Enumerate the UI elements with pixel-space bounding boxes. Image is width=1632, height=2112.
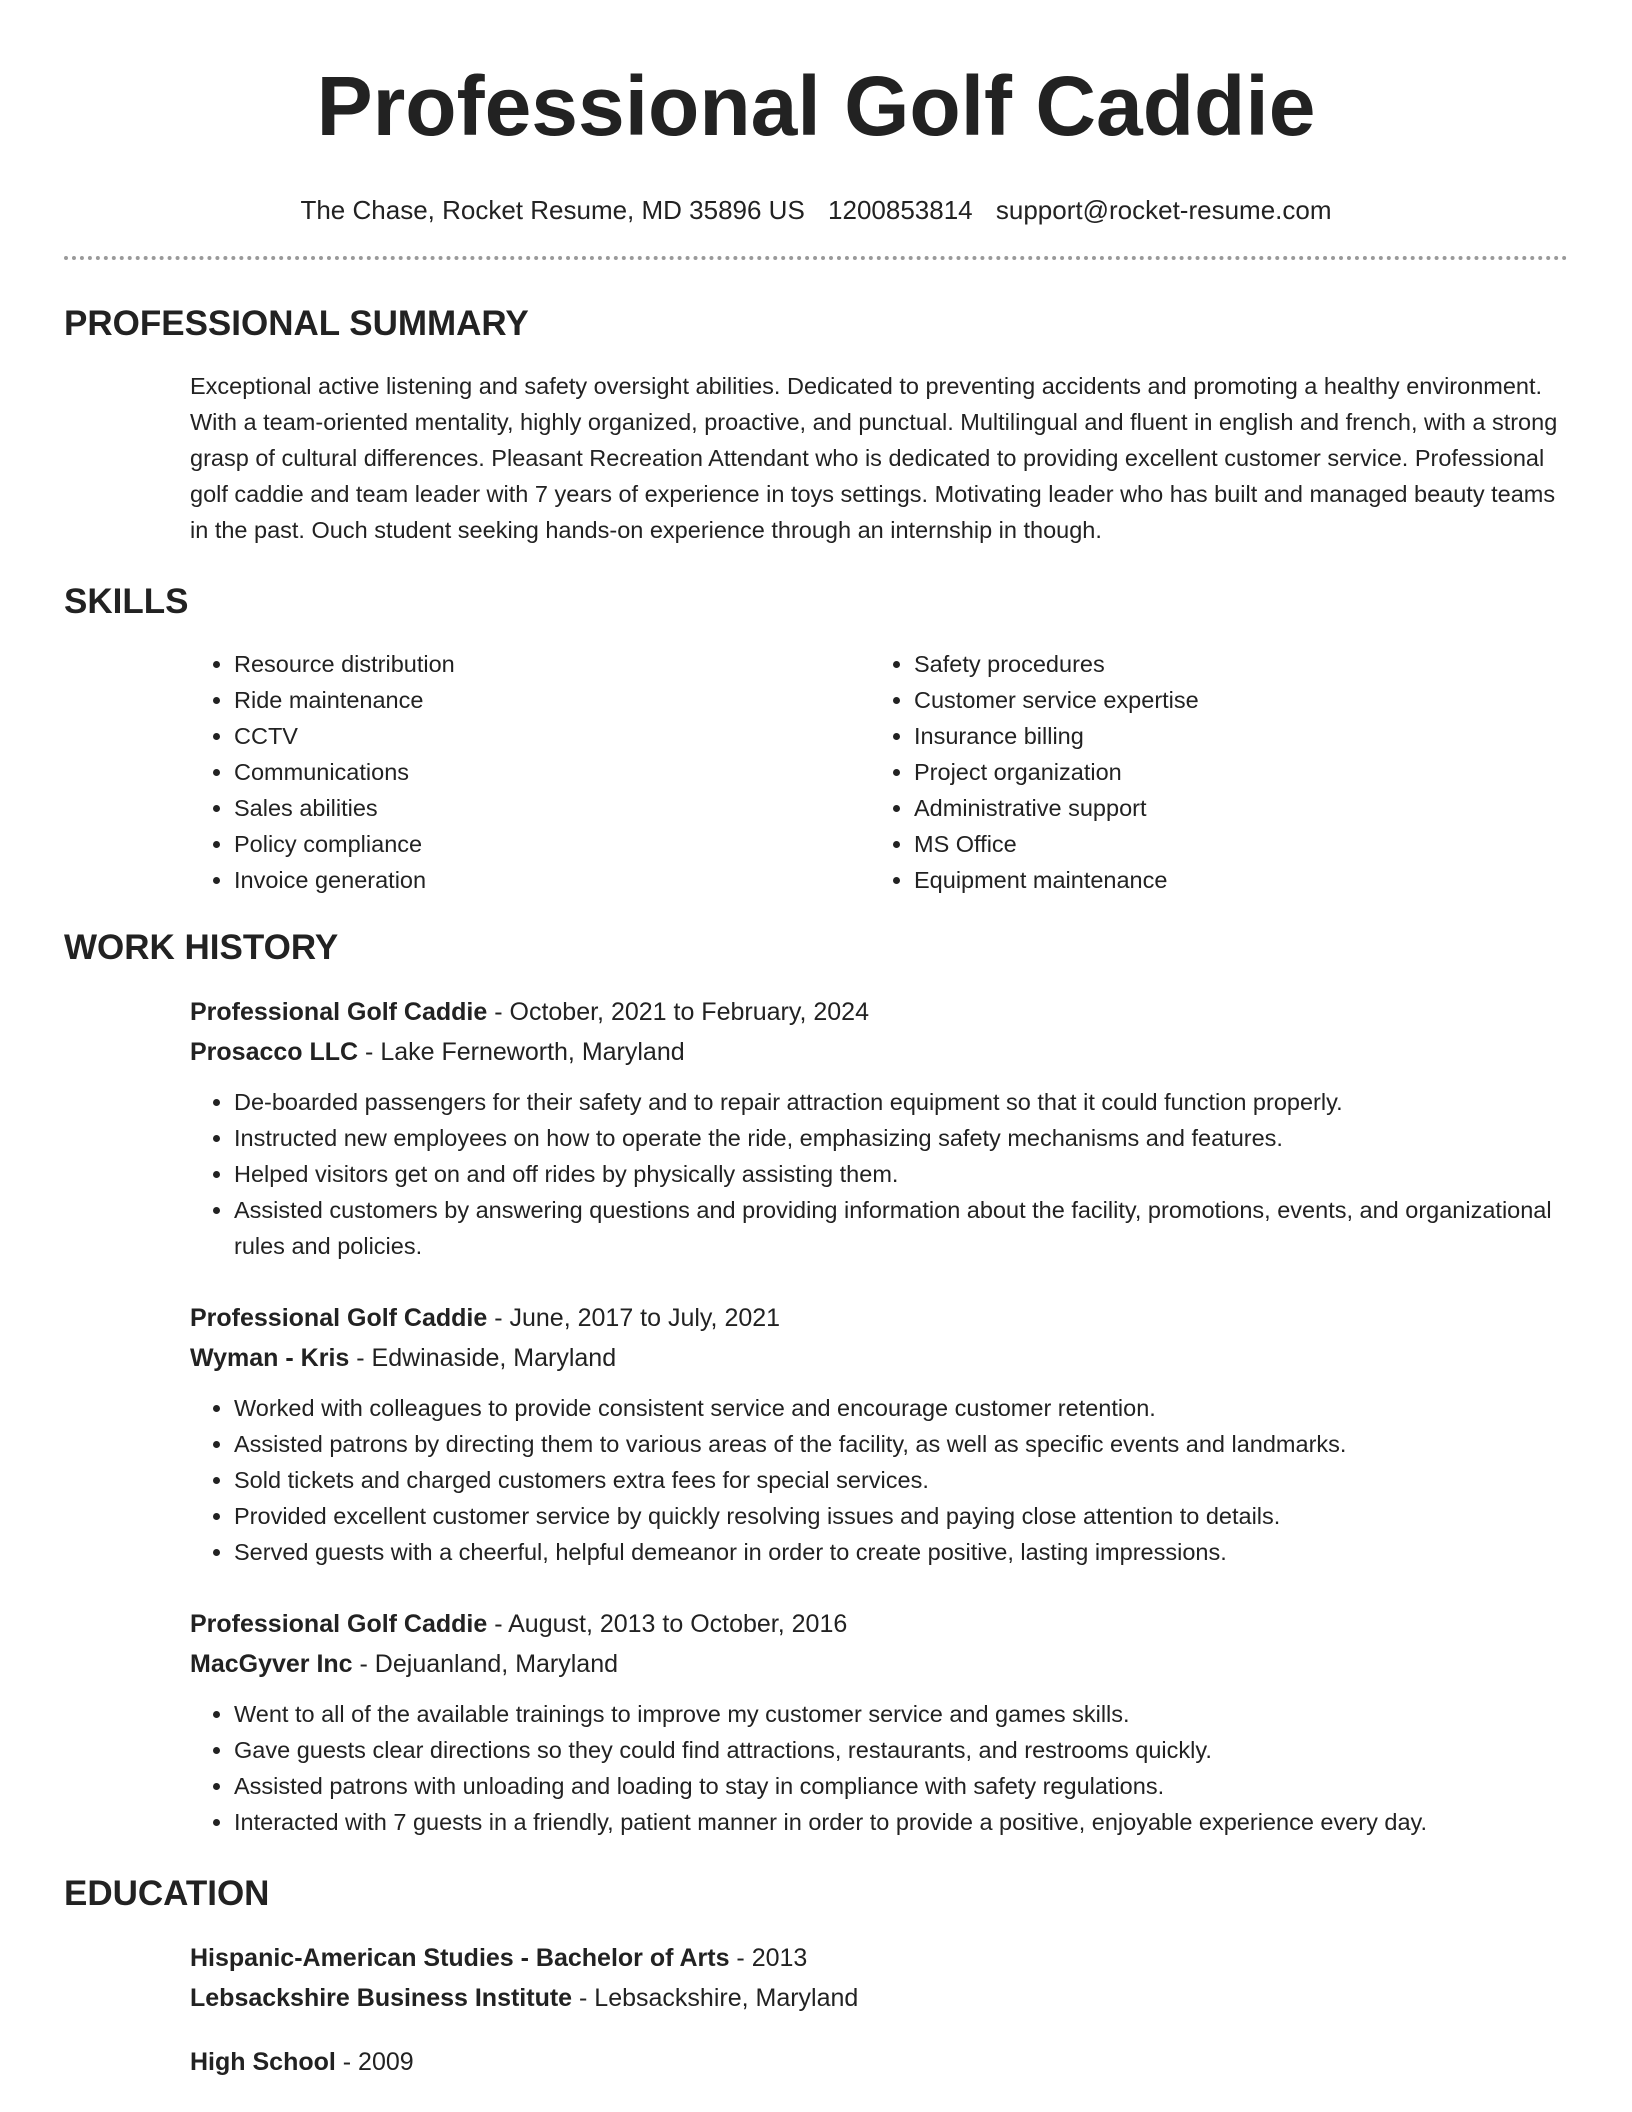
job-bullet: • Provided excellent customer service by quickly resolving issues and paying close attention to details.	[234, 1498, 1568, 1534]
skill-item: • Project organization	[914, 754, 1550, 790]
job-company: MacGyver Inc	[190, 1650, 353, 1678]
education-degree-line	[190, 1938, 1568, 1978]
skill-item: • Equipment maintenance	[914, 862, 1550, 898]
skills-section	[64, 646, 1568, 898]
job-bullet: • Helped visitors get on and off rides by physically assisting them.	[234, 1156, 1568, 1192]
skills-grid	[190, 646, 1568, 898]
job-location: - Dejuanland, Maryland	[352, 1650, 619, 1678]
job-dates: - June, 2017 to July, 2021	[487, 1304, 781, 1332]
job-bullet: • Assisted patrons with unloading and loading to stay in compliance with safety regulations.	[234, 1768, 1568, 1804]
summary-heading: PROFESSIONAL SUMMARY	[64, 304, 529, 343]
education-entry	[190, 2042, 1568, 2082]
job-company-line	[190, 1032, 1568, 1072]
education-degree: Hispanic-American Studies - Bachelor of Arts	[190, 1944, 730, 1972]
job-bullet: • Assisted customers by answering questions and providing information about the facility, promotions, events, and organizational rules and policies.	[234, 1192, 1568, 1264]
job-title-line	[190, 992, 1568, 1032]
education-degree: High School	[190, 2048, 336, 2076]
contact-phone: 1200853814	[828, 195, 973, 225]
skill-item: • Policy compliance	[234, 826, 870, 862]
header-divider	[64, 256, 1568, 260]
job-role: Professional Golf Caddie	[190, 1304, 488, 1332]
job-location: - Edwinaside, Maryland	[349, 1344, 617, 1372]
education-school-line	[190, 1978, 1568, 2018]
job-entry	[190, 992, 1568, 1264]
job-role: Professional Golf Caddie	[190, 1610, 488, 1638]
skill-item: • Sales abilities	[234, 790, 870, 826]
job-entry	[190, 1298, 1568, 1570]
summary-section	[64, 368, 1568, 548]
skill-item: • Insurance billing	[914, 718, 1550, 754]
skills-list-right	[870, 646, 1550, 898]
skill-item: • Customer service expertise	[914, 682, 1550, 718]
job-bullet: • Instructed new employees on how to operate the ride, emphasizing safety mechanisms and features.	[234, 1120, 1568, 1156]
work-history-section	[64, 992, 1568, 1840]
contact-line	[64, 194, 1568, 226]
job-role: Professional Golf Caddie	[190, 998, 488, 1026]
candidate-name: Professional Golf Caddie	[316, 59, 1316, 153]
job-bullet: • Assisted patrons by directing them to various areas of the facility, as well as specific events and landmarks.	[234, 1426, 1568, 1462]
job-bullet: • Served guests with a cheerful, helpful demeanor in order to create positive, lasting impressions.	[234, 1534, 1568, 1570]
job-company: Prosacco LLC	[190, 1038, 359, 1066]
job-entry	[190, 1604, 1568, 1840]
skill-item: • Safety procedures	[914, 646, 1550, 682]
job-dates: - October, 2021 to February, 2024	[487, 998, 869, 1026]
skill-item: • Resource distribution	[234, 646, 870, 682]
education-degree-line	[190, 2042, 1568, 2082]
education-entry	[190, 1938, 1568, 2018]
job-bullet: • Gave guests clear directions so they could find attractions, restaurants, and restrooms quickly.	[234, 1732, 1568, 1768]
job-location: - Lake Ferneworth, Maryland	[358, 1038, 685, 1066]
job-bullet: • Sold tickets and charged customers extra fees for special services.	[234, 1462, 1568, 1498]
education-section	[64, 1938, 1568, 2082]
skill-item: • Administrative support	[914, 790, 1550, 826]
summary-text: Exceptional active listening and safety oversight abilities. Dedicated to preventing accidents and promoting a healthy environment. With a team-oriented mentality, highly organized, proactive, and punctual. Multilingual and fluent in english and french, with a strong grasp of cultural differences. Pleasant Recreation Attendant who is dedicated to providing excellent customer service. Professional golf caddie and team leader with 7 years of experience in toys settings. Motivating leader who has built and managed beauty teams in the past. Ouch student seeking hands-on experience through an internship in though.	[190, 373, 1558, 543]
skill-item: • CCTV	[234, 718, 870, 754]
skills-list-left	[190, 646, 870, 898]
contact-email: support@rocket-resume.com	[995, 195, 1332, 225]
job-bullet: • Worked with colleagues to provide consistent service and encourage customer retention.	[234, 1390, 1568, 1426]
job-company-line	[190, 1338, 1568, 1378]
job-bullet: • De-boarded passengers for their safety and to repair attraction equipment so that it could function properly.	[234, 1084, 1568, 1120]
job-title-line	[190, 1298, 1568, 1338]
education-year: - 2013	[729, 1944, 808, 1972]
job-bullets	[190, 1390, 1568, 1570]
education-location: - Lebsackshire, Maryland	[572, 1984, 859, 2012]
skill-item: • MS Office	[914, 826, 1550, 862]
job-bullet: • Interacted with 7 guests in a friendly, patient manner in order to provide a positive, enjoyable experience every day.	[234, 1804, 1568, 1840]
education-school: Lebsackshire Business Institute	[190, 1984, 573, 2012]
job-company-line	[190, 1644, 1568, 1684]
education-heading: EDUCATION	[64, 1874, 270, 1913]
work-history-heading: WORK HISTORY	[64, 928, 339, 967]
contact-address: The Chase, Rocket Resume, MD 35896 US	[300, 195, 805, 225]
job-dates: - August, 2013 to October, 2016	[487, 1610, 848, 1638]
job-company: Wyman - Kris	[190, 1344, 350, 1372]
job-bullet: • Went to all of the available trainings to improve my customer service and games skills.	[234, 1696, 1568, 1732]
job-bullets	[190, 1696, 1568, 1840]
job-title-line	[190, 1604, 1568, 1644]
skill-item: • Invoice generation	[234, 862, 870, 898]
skills-heading: SKILLS	[64, 582, 189, 621]
job-bullets	[190, 1084, 1568, 1264]
skill-item: • Ride maintenance	[234, 682, 870, 718]
education-year: - 2009	[335, 2048, 414, 2076]
skill-item: • Communications	[234, 754, 870, 790]
